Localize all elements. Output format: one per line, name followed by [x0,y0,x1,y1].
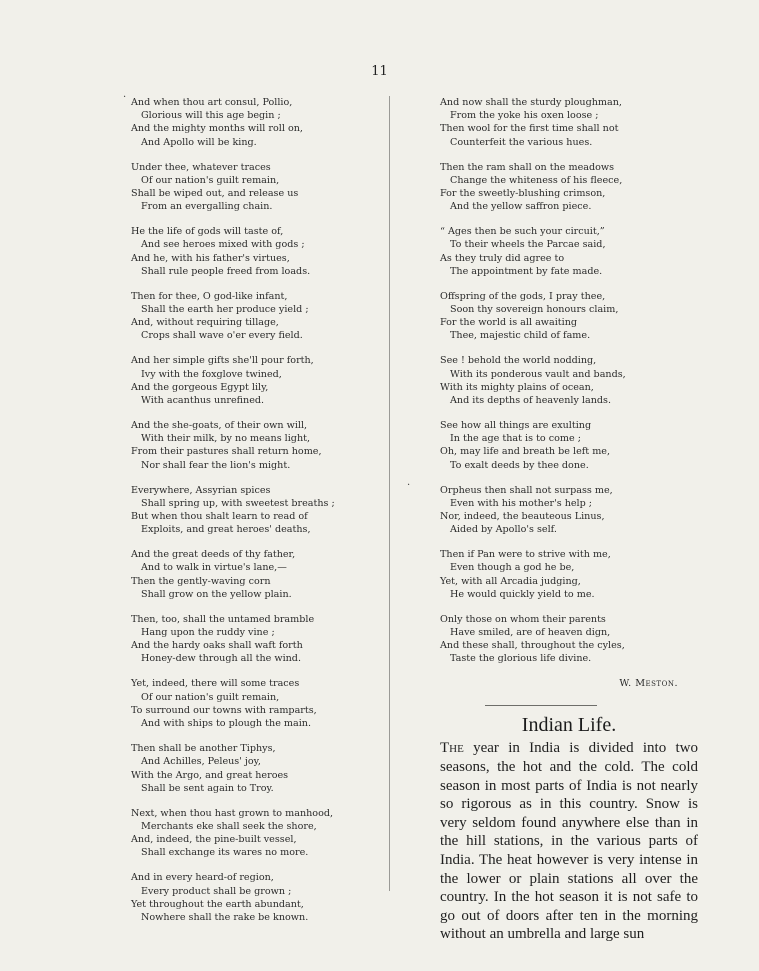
poem-line: To exalt deeds by thee done. [450,459,589,471]
poem-line: But when thou shalt learn to read of [131,511,308,523]
poem-line: With its ponderous vault and bands, [450,368,626,380]
poem-column-right [440,96,698,944]
poem-line: Nowhere shall the rake be known. [141,911,309,923]
stanza [440,484,698,537]
stanza [131,742,376,795]
poem-line: Yet throughout the earth abundant, [131,898,304,910]
poem-line: And he, with his father's virtues, [131,252,290,264]
stanza [131,677,376,730]
poem-line: With the Argo, and great heroes [131,769,289,781]
stanza [440,548,698,601]
poem-line: “ Ages then be such your circuit,” [440,226,605,238]
poem-line: Taste the glorious life divine. [450,653,592,665]
stanza [131,871,376,924]
poem-line: As they truly did agree to [440,252,565,264]
poem-line: And, without requiring tillage, [131,317,279,329]
poem-line: Thee, majestic child of fame. [450,330,591,342]
poem-line: And when thou art consul, Pollio, [131,97,293,108]
poem-line: Yet, indeed, there will some traces [131,678,300,690]
column-divider [389,96,390,891]
stanza [131,807,376,860]
poem-line: Glorious will this age begin ; [141,110,281,122]
poem-line: Orpheus then shall not surpass me, [440,484,613,496]
poem-line: Shall rule people freed from loads. [141,265,311,277]
poem-line: Shall the earth her produce yield ; [141,304,309,316]
poem-line: To their wheels the Parcae said, [450,239,606,251]
poem-line: The appointment by fate made. [450,265,603,277]
poem-line: Only those on whom their parents [440,613,606,625]
poem-line: For the sweetly-blushing crimson, [440,188,606,200]
poem-line: Soon thy sovereign honours claim, [450,304,619,316]
essay-body [440,739,698,944]
poem-line: Of our nation's guilt remain, [141,174,280,186]
poem-line: And now shall the sturdy ploughman, [440,97,622,108]
poem-line: From the yoke his oxen loose ; [450,110,599,122]
poem-line: Then for thee, O god-like infant, [131,290,288,302]
stanza [131,484,376,537]
poem-line: Then if Pan were to strive with me, [440,549,611,561]
poem-line: And the hardy oaks shall waft forth [131,640,303,652]
poem-line: Nor, indeed, the beauteous Linus, [440,511,605,523]
stanza [131,225,376,278]
poem-line: Then shall be another Tiphys, [131,743,276,755]
poem-line: And her simple gifts she'll pour forth, [131,355,314,367]
stanza [440,613,698,666]
poem-line: Exploits, and great heroes' deaths, [141,524,311,536]
poem-line: Honey-dew through all the wind. [141,653,302,665]
stanza [440,96,698,149]
poem-line: He would quickly yield to me. [450,588,595,600]
poem-line: And in every heard-of region, [131,872,274,884]
poem-line: With their milk, by no means light, [141,433,311,445]
essay-body-text: year in India is divided into two seasons, the hot and the cold. The cold season in most parts of India is not nearly so rigorous as in this country. Snow is very seldom found anywhere else than in the hill stations, in the various parts of India. The heat however is very intense in the lower or plain stations all over the country. In the hot season it is not safe to go out of doors after ten in the morning without an umbrella and large sun [440,740,698,943]
poem-signature: W. Meston. [619,678,678,690]
poem-line: Nor shall fear the lion's might. [141,459,291,471]
stanza [131,613,376,666]
poem-line: And Achilles, Peleus' joy, [141,756,261,768]
poem-line: Of our nation's guilt remain, [141,691,280,703]
poem-line: Shall spring up, with sweetest breaths ; [141,497,335,509]
poem-line: Everywhere, Assyrian spices [131,484,271,496]
poem-line: And the she-goats, of their own will, [131,420,308,432]
stanza [440,225,698,278]
poem-line: Even with his mother's help ; [450,497,593,509]
poem-line: Even though a god he be, [450,562,575,574]
poem-line: He the life of gods will taste of, [131,226,284,238]
poem-line: And the mighty months will roll on, [131,123,303,135]
poem-line: Shall exchange its wares no more. [141,847,309,859]
margin-mark: · [123,92,127,103]
poem-line: Then the gently-waving corn [131,575,271,587]
poem-line: Next, when thou hast grown to manhood, [131,807,334,819]
stanza [131,419,376,472]
poem-line: Ivy with the foxglove twined, [141,368,282,380]
poem-line: Change the whiteness of his fleece, [450,174,623,186]
poem-line: And see heroes mixed with gods ; [141,239,305,251]
poem-line: To surround our towns with ramparts, [131,704,317,716]
poem-line: And with ships to plough the main. [141,718,312,730]
margin-mark: · [407,480,411,491]
stanza [440,161,698,214]
poem-line: Crops shall wave o'er every field. [141,330,303,342]
poem-stanzas-right [440,96,698,666]
poem-line: Shall grow on the yellow plain. [141,588,292,600]
poem-line: And its depths of heavenly lands. [450,395,612,407]
stanza [131,161,376,214]
stanza [440,354,698,407]
essay-dropcap: The [440,740,464,757]
poem-line: Shall be sent again to Troy. [141,782,274,794]
poem-line: From an evergalling chain. [141,201,273,213]
poem-line: With its mighty plains of ocean, [440,381,594,393]
stanza [131,96,376,149]
poem-line: Counterfeit the various hues. [450,136,593,148]
poem-line: Then the ram shall on the meadows [440,161,615,173]
section-rule [485,705,597,706]
essay-title: Indian Life. [521,714,617,737]
poem-line: With acanthus unrefined. [141,395,265,407]
poem-line: In the age that is to come ; [450,433,581,445]
stanza [131,354,376,407]
poem-line: And to walk in virtue's lane,— [141,562,287,574]
poem-line: Under thee, whatever traces [131,161,271,173]
poem-column-left [131,96,376,936]
poem-line: For the world is all awaiting [440,317,578,329]
poem-line: Then, too, shall the untamed bramble [131,613,315,625]
poem-line: Oh, may life and breath be left me, [440,446,611,458]
poem-line: Shall be wiped out, and release us [131,188,299,200]
poem-line: And, indeed, the pine-built vessel, [131,834,297,846]
poem-line: And the yellow saffron piece. [450,201,592,213]
poem-line: Yet, with all Arcadia judging, [440,575,581,587]
page-number: 11 [371,64,388,79]
poem-line: And Apollo will be king. [141,136,257,148]
poem-line: Aided by Apollo's self. [450,524,557,536]
poem-line: Have smiled, are of heaven dign, [450,627,611,639]
stanza [131,548,376,601]
poem-line: Offspring of the gods, I pray thee, [440,290,606,302]
stanza [440,290,698,343]
poem-line: See ! behold the world nodding, [440,355,597,367]
poem-line: And the great deeds of thy father, [131,549,296,561]
poem-line: And these shall, throughout the cyles, [440,640,625,652]
poem-line: And the gorgeous Egypt lily, [131,381,269,393]
poem-line: Hang upon the ruddy vine ; [141,627,275,639]
stanza [131,290,376,343]
poem-line: See how all things are exulting [440,420,592,432]
poem-line: From their pastures shall return home, [131,446,322,458]
stanza [440,419,698,472]
poem-line: Merchants eke shall seek the shore, [141,820,317,832]
poem-line: Then wool for the first time shall not [440,123,619,135]
poem-line: Every product shall be grown ; [141,885,292,897]
